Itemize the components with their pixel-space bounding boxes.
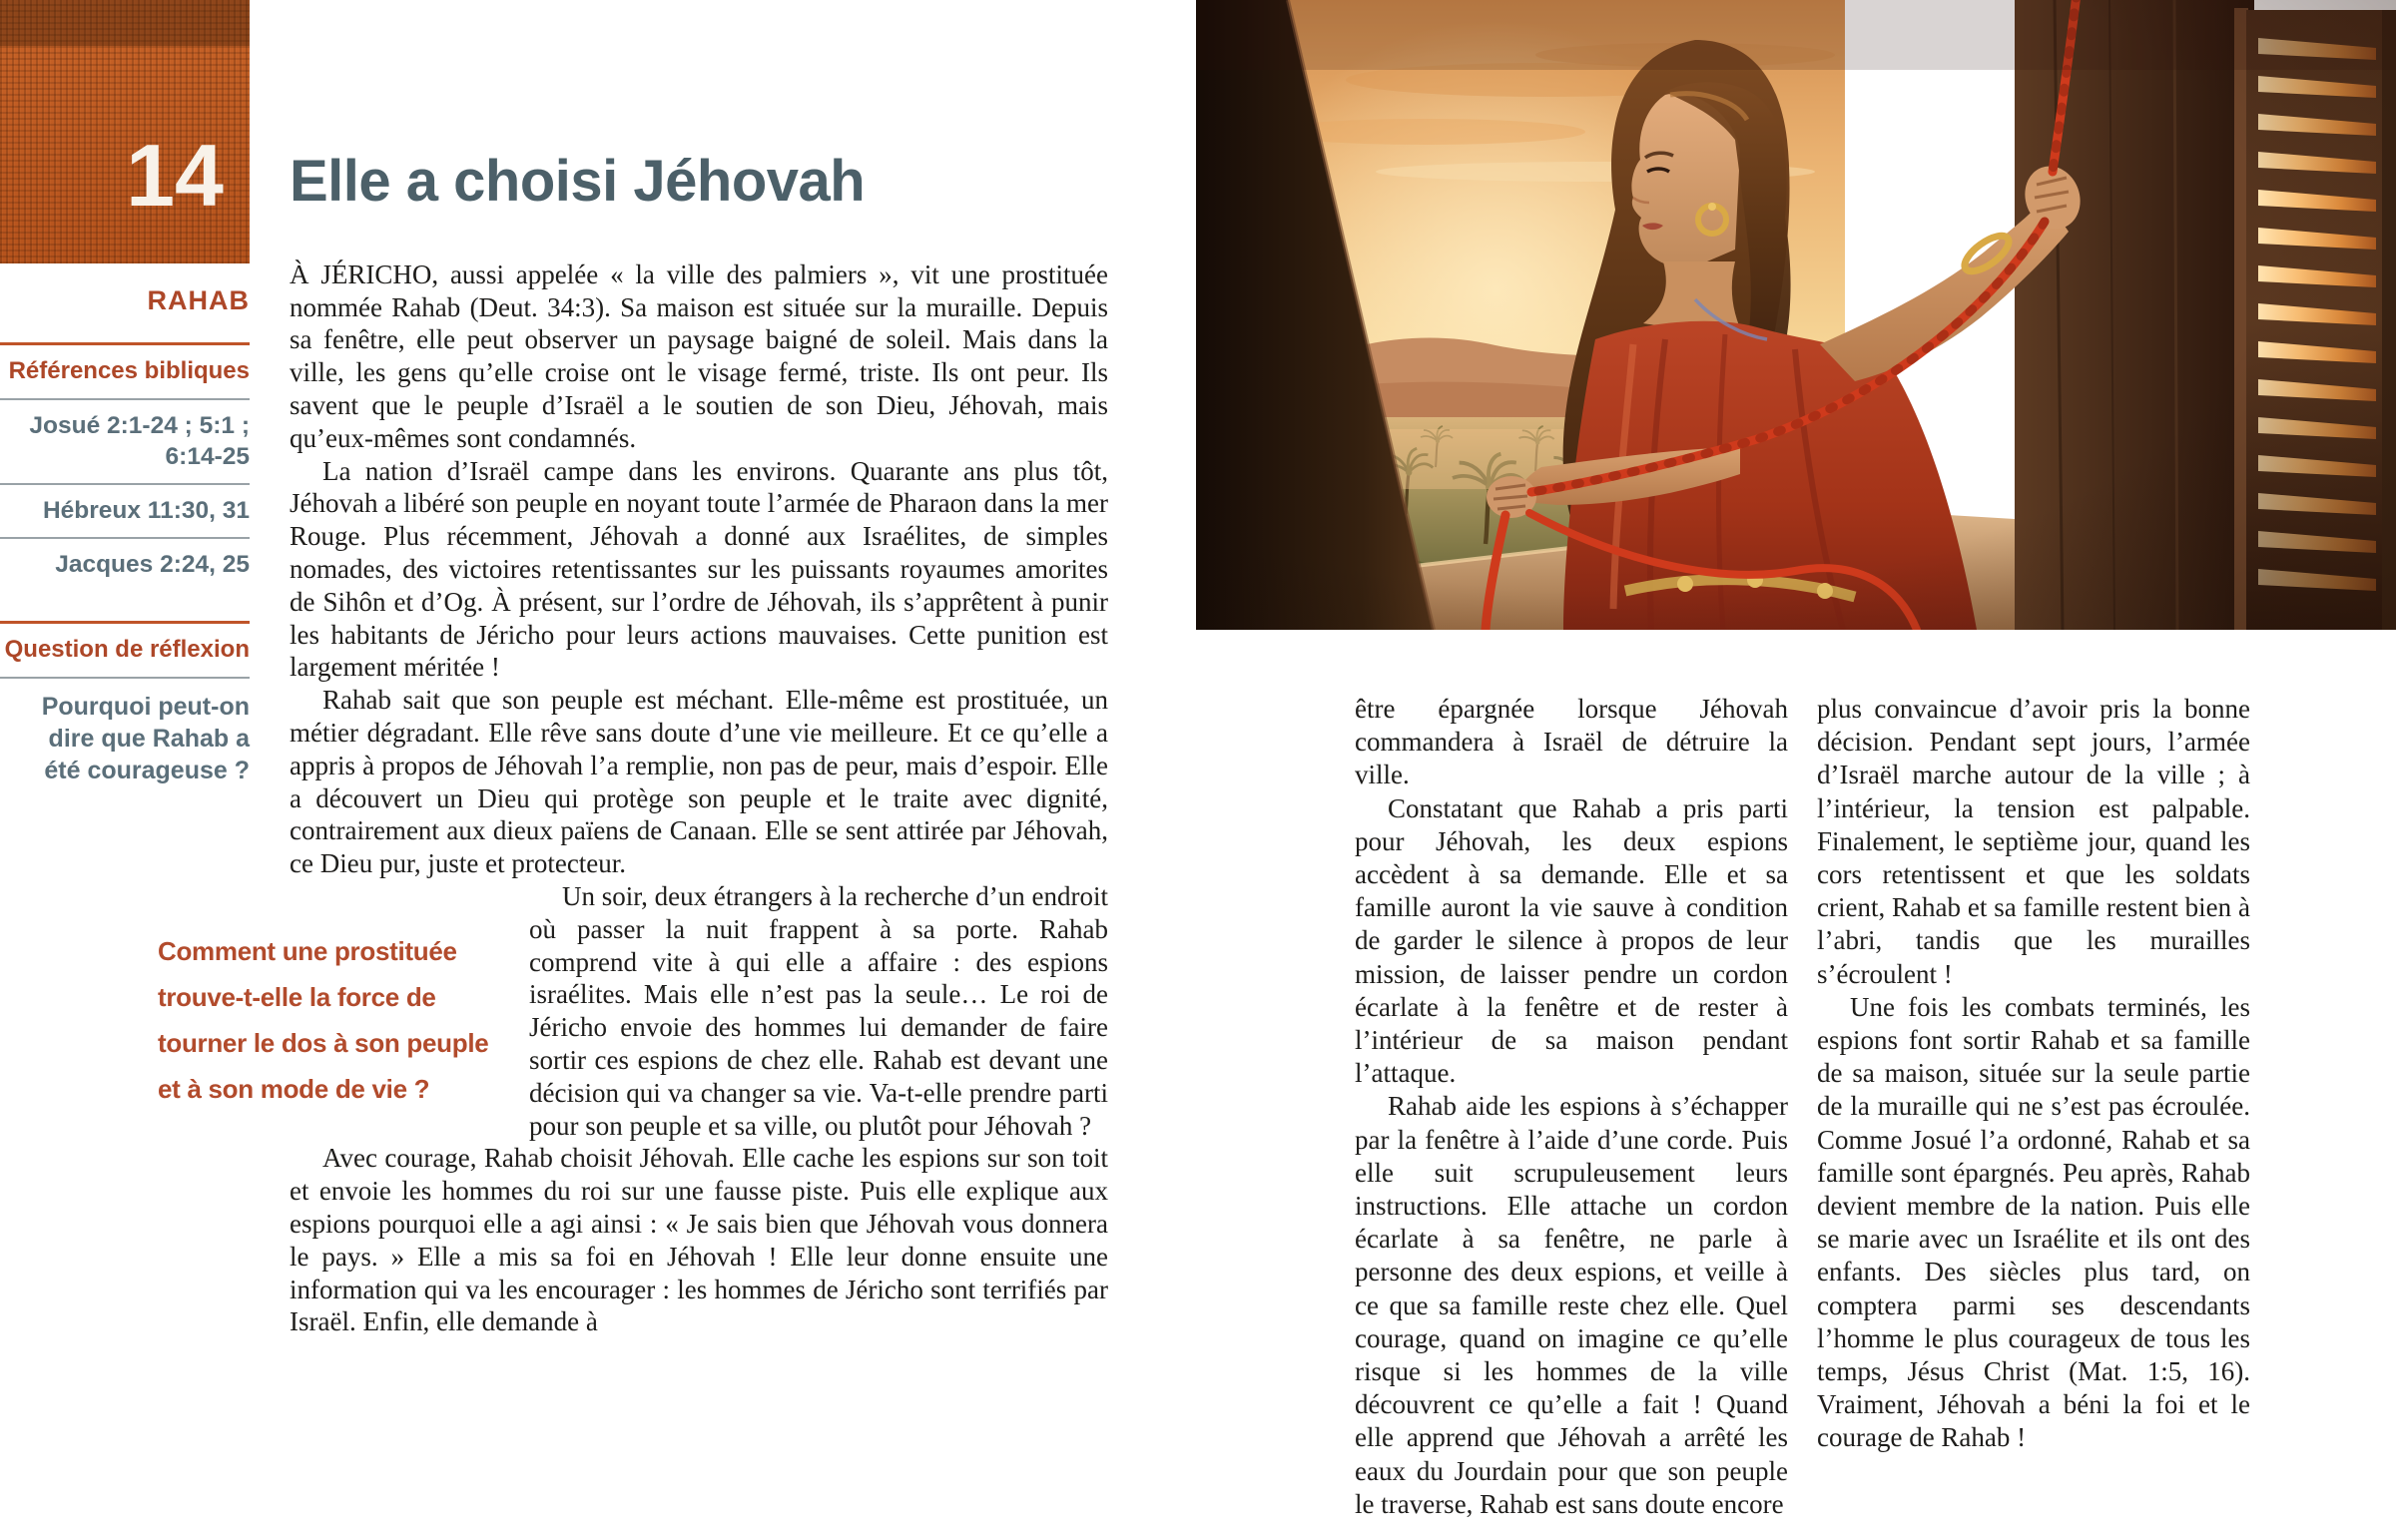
reference-item: Jacques 2:24, 25 — [55, 551, 250, 578]
question-heading: Question de réflexion — [4, 636, 250, 663]
body-paragraph: Rahab sait que son peuple est méchant. Elle-même est prostituée, un métier dégradant. Elle rêve sans doute d’une vie meilleure. Et ce qu’elle a appris à propos de Jéhovah l’a remplie, non pas de peur, mais d’espoir. Elle a découvert un Dieu qui protège son peuple et le traite avec dignité, contrairement aux dieux païens de Canaan. Elle se sent attirée par Jéhovah, ce Dieu pur, juste et protecteur. — [290, 685, 1108, 879]
chapter-block-band — [0, 0, 250, 46]
body-paragraph: Avec courage, Rahab choisit Jéhovah. Elle cache les espions sur son toit et envoie les hommes du roi sur une fausse piste. Puis elle explique aux espions pourquoi elle a agi ainsi : « Je sais bien que Jéhovah vous donnera le pays. » Elle a mis sa foi en Jéhovah ! Elle leur donne ensuite une information qui va les encourager : les hommes de Jéricho sont terrifiés par Israël. Enfin, elle demande à — [290, 1143, 1108, 1337]
pull-quote-line: trouve-t-elle la force de — [158, 982, 436, 1013]
body-paragraph — [158, 880, 1108, 1142]
column-paragraph: Une fois les combats terminés, les espions font sortir Rahab et sa famille de sa maison, située sur la seule partie de la muraille qui ne s’est pas écroulée. Comme Josué l’a ordonné, Rahab et sa famille sont épargnés. Peu après, Rahab devient membre de la nation. Puis elle se marie avec un Israélite et ils ont des enfants. Des siècles plus tard, on comptera parmi ses descendants l’homme le plus courageux de tous les temps, Jésus Christ (Mat. 1:5, 16). Vraiment, Jéhovah a béni la foi et le courage de Rahab ! — [1817, 991, 2250, 1453]
pull-quote-line: Comment une prostituée — [158, 936, 457, 967]
column-paragraph: plus convaincue d’avoir pris la bonne décision. Pendant sept jours, l’armée d’Israël marche autour de la ville ; à l’intérieur, la tension est palpable. Finalement, le septième jour, quand les cors retentissent et que les soldats crient, Rahab et sa famille restent bien à l’abri, tandis que les murailles s’écroulent ! — [1817, 694, 2250, 989]
column-2 — [1817, 693, 2250, 1455]
body-paragraph-text: Un soir, deux étrangers à la recherche d’un endroit où passer la nuit frappent à sa porte. Rahab comprend vite à qui elle a affaire : des espions israélites. Mais elle n’est pas la seule… Le roi de Jéricho envoie des hommes lui demander de faire sortir ces espions de chez elle. Rahab est devant une décision qui va changer sa vie. Va-t-elle prendre parti pour son peuple et sa ville, ou plutôt pour Jéhovah ? — [529, 881, 1108, 1141]
references-heading: Références bibliques — [8, 357, 250, 384]
reflection-question: Pourquoi peut-on dire que Rahab a été courageuse ? — [41, 693, 250, 784]
chapter-number-block — [0, 0, 250, 263]
column-paragraph: être épargnée lorsque Jéhovah commandera à Israël de détruire la ville. — [1355, 694, 1788, 790]
reference-item: Hébreux 11:30, 31 — [42, 497, 250, 524]
page-title: Elle a choisi Jéhovah — [290, 149, 866, 214]
column-paragraph: Constatant que Rahab a pris parti pour Jéhovah, les deux espions accèdent à sa demande. Elle et sa famille auront la vie sauve à condition de garder le silence à propos de leur mission, de laisser pendre un cordon écarlate à la fenêtre et de rester à l’intérieur de sa maison pendant l’attaque. — [1355, 792, 1788, 1089]
person-name-label: RAHAB — [147, 285, 250, 315]
body-paragraph: La nation d’Israël campe dans les environs. Quarante ans plus tôt, Jéhovah a libéré son peuple en noyant toute l’armée de Pharaon dans la mer Rouge. Plus récemment, Jéhovah a donné aux Israélites, de simples nomades, des victoires retentissantes sur les puissants royaumes amorites de Sihôn et d’Og. À présent, sur l’ordre de Jéhovah, ils s’apprêtent à punir les habitants de Jéricho pour leurs actions mauvaises. Cette punition est largement méritée ! — [290, 455, 1108, 683]
chapter-number: 14 — [126, 126, 224, 225]
rahab-illustration — [1196, 0, 2396, 630]
body-paragraph: À JÉRICHO, aussi appelée « la ville des palmiers », vit une prostituée nommée Rahab (Deut. 34:3). Sa maison est située sur la muraille. Depuis sa fenêtre, elle peut observer un paysage baigné de soleil. Mais dans la ville, les gens qu’elle croise ont le visage fermé, triste. Ils ont peur. Ils savent que le peuple d’Israël a le soutien de son Dieu, Jéhovah, mais qu’eux-mêmes sont condamnés. — [290, 258, 1108, 453]
pull-quote — [158, 880, 529, 1116]
column-1 — [1355, 693, 1788, 1521]
column-paragraph: Rahab aide les espions à s’échapper par la fenêtre à l’aide d’une corde. Puis elle suit scrupuleusement leurs instructions. Elle attache un cordon écarlate à sa fenêtre, ne parle à personne des deux espions, et veille à ce que sa famille reste chez elle. Quel courage, quand on imagine ce qu’elle risque si les hommes de la ville découvrent ce qu’elle a fait ! Quand elle apprend que Jéhovah a arrêté les eaux du Jourdain pour que son peuple le traverse, Rahab est sans doute encore — [1355, 1091, 1788, 1519]
reference-item: Josué 2:1-24 ; 5:1 ; 6:14-25 — [29, 412, 250, 470]
sidebar — [0, 285, 250, 786]
pull-quote-line: et à son mode de vie ? — [158, 1074, 430, 1105]
illustration-figure — [1196, 0, 2396, 630]
pull-quote-line: tourner le dos à son peuple — [158, 1028, 489, 1059]
